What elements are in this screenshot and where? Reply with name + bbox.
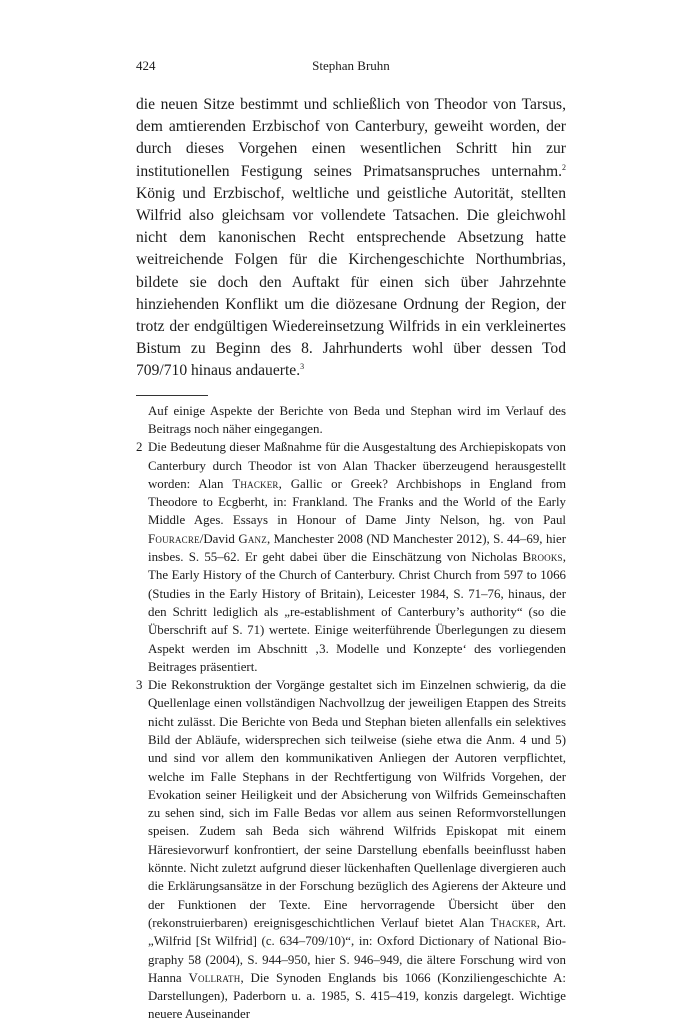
page-number: 424: [136, 58, 156, 73]
body-text: [136, 94, 566, 383]
footnote-separator: [136, 395, 208, 396]
author-name: Thacker: [490, 915, 537, 930]
author-name: Vollrath: [188, 970, 241, 985]
footnote-reference[interactable]: 2: [562, 162, 566, 172]
footnote-reference[interactable]: 3: [300, 362, 305, 372]
footnote-number: 3: [136, 678, 143, 693]
footnote-3: 3 Die Rekonstruktion der Vorgänge gestaltet sich im Einzelnen schwierig, da die Quellenlage einen vollständigen Nachvollzug der jeweiligen Etappen des Streits nicht zulässt. Die Berichte von Beda und Stephan bieten allenfalls ein selektives Bild der Abläufe, widersprechen sich teilweise (siehe etwa die Anm. 4 und 5) und sind vor allem den kommunikativen Anliegen der Autoren verpflichtet, welche im Falle Stephans in der Rechtfertigung von Wilfrids Vorgehen, der Evokation seiner Heiligkeit und der Absicherung von Wilfrids Gemeinschaften zu sehen sind, sich im Falle Bedas vor allem aus seinen Reformvorstellungen speisen. Zudem sah Beda sich während Wilfrids Episkopat mit einem Häresievorwurf konfrontiert, der seine Darstellung ebenfalls beeinflusst haben könnte. Nicht zuletzt aufgrund dieser lückenhaften Quellenlage divergieren auch die Erklärungsansätze in der Forschung bezüglich des Agierens der Akteure und der Funktionen der Texte. Eine hervorragende Übersicht über den (rekonstruierbaren) ereignisgeschichtlichen Verlauf bietet Alan Thacker, Art. „Wilfrid [St Wilfrid] (c. 634–709/10)“, in: Oxford Dictionary of National Biography 58 (2004), S. 944–950, hier S. 946–949, die ältere Forschung wird von Hanna Vollrath, Die Synoden Englands bis 1066 (Konziliengeschichte A: Darstellungen), Paderborn u. a. 1985, S. 415–419, konzis dargelegt. Wichtige neuere Auseinander: [136, 678, 567, 1022]
footnote-number: 2: [136, 440, 143, 455]
footnote-2: 2 Die Bedeutung dieser Maßnahme für die Ausgestaltung des Archiepiskopats von Canterbury durch Theodor ist von Alan Thacker überzeugend herausgestellt worden: Alan Thacker, Gallic or Greek? Archbishops in England from Theodore to Ecgberht, in: Frankland. The Franks and the World of the Early Middle Ages. Essays in Honour of Dame Jinty Nelson, hg. von Paul Fouracre/David Ganz, Manchester 2008 (ND Manchester 2012), S. 44–69, hier insbes. S. 55–62. Er geht dabei über die Einschätzung von Nicholas Brooks, The Early History of the Church of Canterbury. Christ Church from 597 to 1066 (Studies in the Early History of Britain), Leicester 1984, S. 71–76, hinaus, der den Schritt lediglich als „re-establishment of Canterbury’s authority“ (so die Überschrift auf S. 71) wertete. Einige weiterführende Überlegungen zu diesem Aspekt werden im Abschnitt ‚3. Modelle und Konzepte‘ des vorliegenden Beitrages präsentiert.: [136, 440, 566, 674]
author-name: Brooks: [522, 550, 563, 565]
body-paragraph: die neuen Sitze bestimmt und schließlich von Theodor von Tarsus, dem amtierenden Erzbischof von Canterbury, geweiht worden, der durch dieses Vorgehen einen wesentlichen Schritt hin zur institutionellen Festigung seines Primatsanspruches unternahm.$^2$ König und Erzbischof, weltliche und geistliche Autorität, stellten Wilfrid also gleichsam vor vollendete Tatsachen. Die gleichwohl nicht dem kanonischen Recht entsprechende Absetzung hatte weitreichende Folgen für die Kirchengeschichte Northumbrias, bildete sie doch den Auftakt für einen sich über Jahrzehnte hinziehenden Konflikt um die diözesane Ordnung der Region, der trotz der endgültigen Wiedereinsetzung Wilfrids in ein verkleinertes Bistum zu Beginn des 8. Jahrhunderts wohl über dessen Tod 709/710 hinaus andauerte.$^3$: [136, 96, 566, 380]
page-header: [136, 58, 566, 80]
footnotes: [136, 402, 566, 1024]
author-name: Thacker: [232, 476, 279, 491]
footnote-continuation: Auf einige Aspekte der Berichte von Beda und Stephan wird im Verlauf des Beitrags noch näher eingegangen.: [148, 403, 566, 436]
document-page: [136, 58, 566, 1024]
running-head: Stephan Bruhn: [312, 58, 390, 73]
author-name: Ganz: [238, 531, 267, 546]
author-name: Fouracre: [148, 531, 200, 546]
